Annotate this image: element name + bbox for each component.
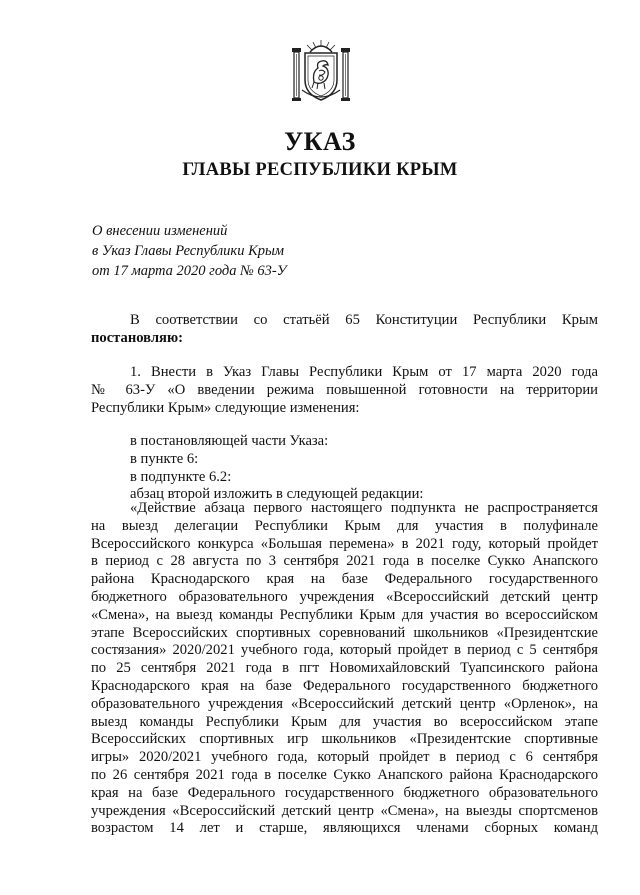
quoted-text [91,500,598,838]
quote-line: в период с 28 августа по 3 сентября 2021 года в поселке Сукко Анапского [91,553,598,570]
item-1-line: № 63-У «О введении режима повышенной готовности на территории [91,381,598,398]
item-1-paragraph [91,364,598,417]
subject-line: О внесении изменений [92,223,228,239]
quote-line: учреждения «Всероссийский детский центр «Смена», на выезды спортсменов [91,802,598,819]
quote-line: на выезд делегации Республики Крым для участия в полуфинале [91,517,598,534]
amendment-path [91,433,598,504]
quote-line: Краснодарского края на базе Федерального государственного бюджетного [91,677,598,694]
quote-line: образовательного учреждения «Всероссийский детский центр «Орленок», на [91,695,598,712]
document-subtitle: ГЛАВЫ РЕСПУБЛИКИ КРЫМ [182,160,458,180]
quote-line: выезд команды Республики Крым для участия во всероссийском этапе [91,713,598,730]
quote-line: этапе Всероссийских спортивных соревнований школьников «Президентские [91,624,598,641]
document-title: УКАЗ [284,127,356,156]
amendment-line: абзац второй изложить в следующей редакции: [130,486,424,503]
quote-line: по 26 сентября 2021 года в поселке Сукко Анапского района Краснодарского [91,766,598,783]
intro-line: В соответствии со статьёй 65 Конституции Республики Крым [130,312,598,328]
amendment-line: в пункте 6: [130,450,199,467]
quote-line: «Смена», на выезд команды Республики Крым для участия во всероссийском [91,606,598,623]
amendment-line: в постановляющей части Указа: [130,433,329,449]
quote-line: состязания» 2020/2021 учебного года, который пройдет в период с 5 сентября [91,642,598,659]
quote-line: по 25 сентября 2021 года в пгт Новомихайловский Туапсинского района [91,660,598,677]
quote-line: игры» 2020/2021 учебного года, который пройдет в период с 6 сентября [91,749,598,766]
quote-line: края на базе Федерального государственного бюджетного образовательного [91,784,598,801]
quote-line: района Краснодарского края на базе Федерального государственного [91,571,598,588]
quote-line: бюджетного образовательного учреждения «Всероссийский детский центр [91,588,598,605]
intro-paragraph [91,312,598,348]
subject-line: в Указ Главы Республики Крым [92,243,285,259]
quote-line: Всероссийских спортивных игр школьников «Президентские спортивные [91,731,598,748]
resolution-keyword: постановляю: [91,329,183,346]
document-subject [92,221,287,281]
crimea-coat-of-arms-icon [290,38,352,104]
item-1-line: 1. Внести в Указ Главы Республики Крым от 17 марта 2020 года [130,364,598,380]
item-1-line: Республики Крым» следующие изменения: [91,399,360,416]
quote-line: возрастом 14 лет и старше, являющихся членами сборных команд [91,820,598,837]
amendment-line: в подпункте 6.2: [130,468,232,485]
quote-line: «Действие абзаца первого настоящего подпункта не распространяется [130,500,598,516]
subject-line: от 17 марта 2020 года № 63-У [92,263,287,279]
quote-line: Всероссийского конкурса «Большая перемена» в 2021 году, который пройдет [91,535,598,552]
